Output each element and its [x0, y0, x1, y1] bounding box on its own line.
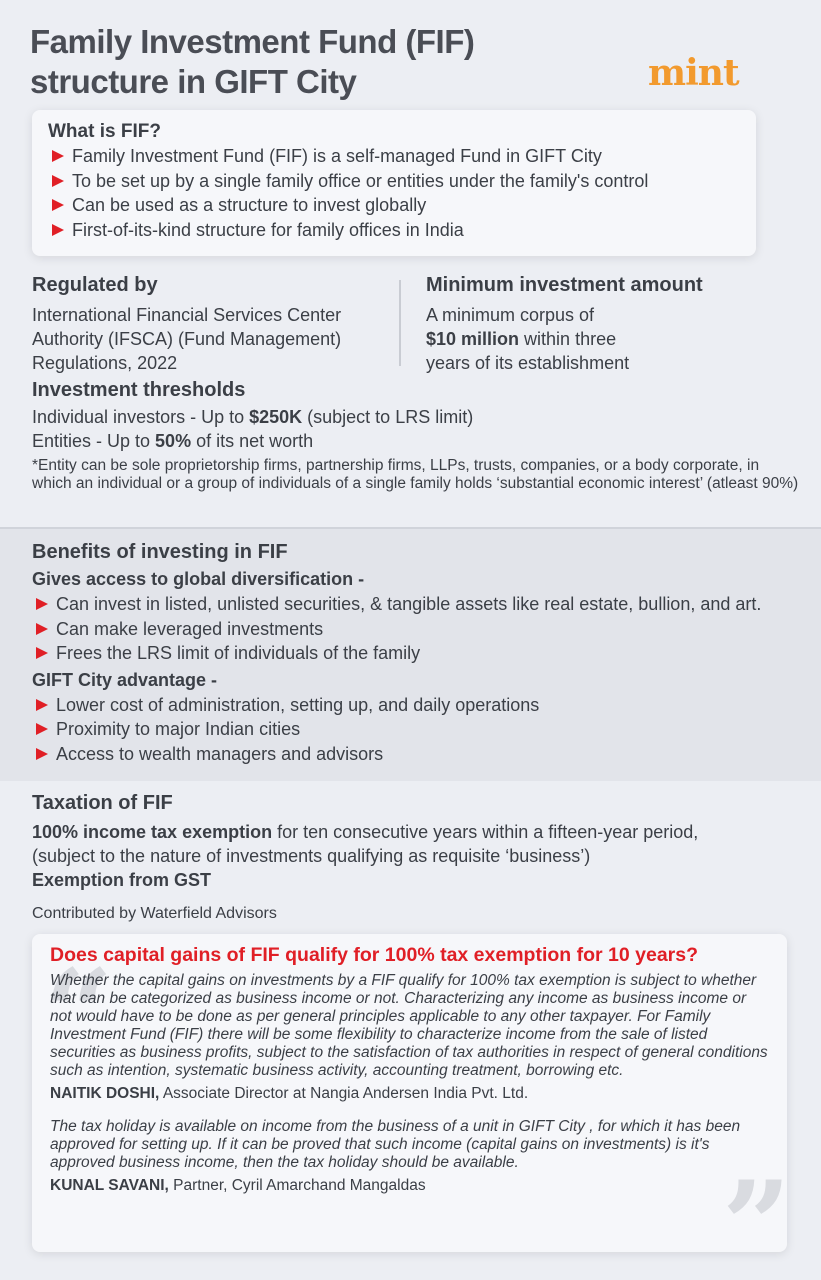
min-line: A minimum corpus of — [426, 305, 595, 325]
page-title: Family Investment Fund (FIF) structure in GIFT City — [30, 23, 475, 100]
quote-author-2: KUNAL SAVANI, Partner, Cyril Amarchand Mangaldas — [50, 1177, 426, 1194]
regulated-line: International Financial Services Center — [32, 305, 342, 325]
min-amount: $10 million — [426, 329, 520, 349]
list-item: Can invest in listed, unlisted securities, & tangible assets like real estate, bullion, and art. — [32, 592, 812, 617]
mint-logo: mint — [648, 52, 739, 94]
exemption-text: 100% income tax exemption for ten consecutive years within a fifteen-year period, — [32, 822, 699, 842]
minimum-investment-section — [426, 272, 766, 375]
what-is-fif-card — [32, 110, 756, 256]
what-is-heading: What is FIF? — [48, 121, 161, 142]
open-quote-icon: “ — [44, 943, 114, 1084]
threshold-individual: Individual investors - Up to $250K (subject to LRS limit) — [32, 407, 474, 427]
contributed-by: Contributed by Waterfield Advisors — [32, 905, 277, 922]
thresholds-heading: Investment thresholds — [32, 379, 246, 401]
investment-thresholds-section — [32, 377, 802, 493]
list-item: Access to wealth managers and advisors — [32, 742, 812, 767]
list-item: To be set up by a single family office or entities under the family's control — [48, 169, 740, 194]
threshold-entities: Entities - Up to 50% of its net worth — [32, 431, 314, 451]
list-item: Proximity to major Indian cities — [32, 717, 812, 742]
list-item: Frees the LRS limit of individuals of the family — [32, 641, 812, 666]
footnote: *Entity can be sole proprietorship firms, partnership firms, LLPs, trusts, companies, or a body corporate, in which an individual or a group of individuals of a single family holds ‘substantial economic interest’ (atleast 90%) — [32, 457, 799, 492]
benefits-heading: Benefits of investing in FIF — [32, 541, 288, 563]
quote-author-1: NAITIK DOSHI, Associate Director at Nangia Andersen India Pvt. Ltd. — [50, 1085, 529, 1102]
quote-text-1: Whether the capital gains on investments by a FIF qualify for 100% tax exemption is subject to whether that can be categorized as business income or not. Characterizing any income as business income or not would have to be done as per general principles applicable to any other taxpayer. For Family Investment Fund (FIF) there will be some flexibility to characterize income from the sale of listed securities as business profits, subject to the satisfaction of tax authorities in respect of general conditions such as intention, systematic business activity, accounting treatment, borrowing etc. — [50, 972, 768, 1079]
gift-heading: GIFT City advantage - — [32, 669, 218, 690]
list-item: First-of-its-kind structure for family offices in India — [48, 218, 740, 243]
regulated-line: Regulations, 2022 — [32, 353, 178, 373]
global-heading: Gives access to global diversification - — [32, 569, 365, 589]
benefits-section — [32, 539, 812, 766]
exemption-text-2: (subject to the nature of investments qualifying as requisite ‘business’) — [32, 846, 591, 866]
quote-question: Does capital gains of FIF qualify for 100% tax exemption for 10 years? — [50, 944, 699, 966]
regulated-by-section — [32, 272, 392, 375]
min-line: years of its establishment — [426, 353, 630, 373]
list-item: Can be used as a structure to invest globally — [48, 193, 740, 218]
regulated-heading: Regulated by — [32, 274, 158, 296]
list-item: Family Investment Fund (FIF) is a self-managed Fund in GIFT City — [48, 144, 740, 169]
quote-text-2: The tax holiday is available on income from the business of a unit in GIFT City , for which it has been approved for setting up. If it can be proved that such income (capital gains on investments) is it's approved business income, then the tax holiday should be available. — [50, 1118, 741, 1171]
taxation-section — [32, 790, 802, 924]
expert-quote-card — [32, 934, 792, 1280]
min-line: $10 million within three — [426, 329, 617, 349]
regulated-line: Authority (IFSCA) (Fund Management) — [32, 329, 342, 349]
list-item: Can make leveraged investments — [32, 617, 812, 642]
taxation-heading: Taxation of FIF — [32, 792, 173, 814]
list-item: Lower cost of administration, setting up, and daily operations — [32, 693, 812, 718]
divider — [399, 280, 401, 366]
close-quote-icon: ” — [722, 1155, 792, 1280]
min-investment-heading: Minimum investment amount — [426, 274, 703, 296]
gst-exemption: Exemption from GST — [32, 870, 212, 890]
